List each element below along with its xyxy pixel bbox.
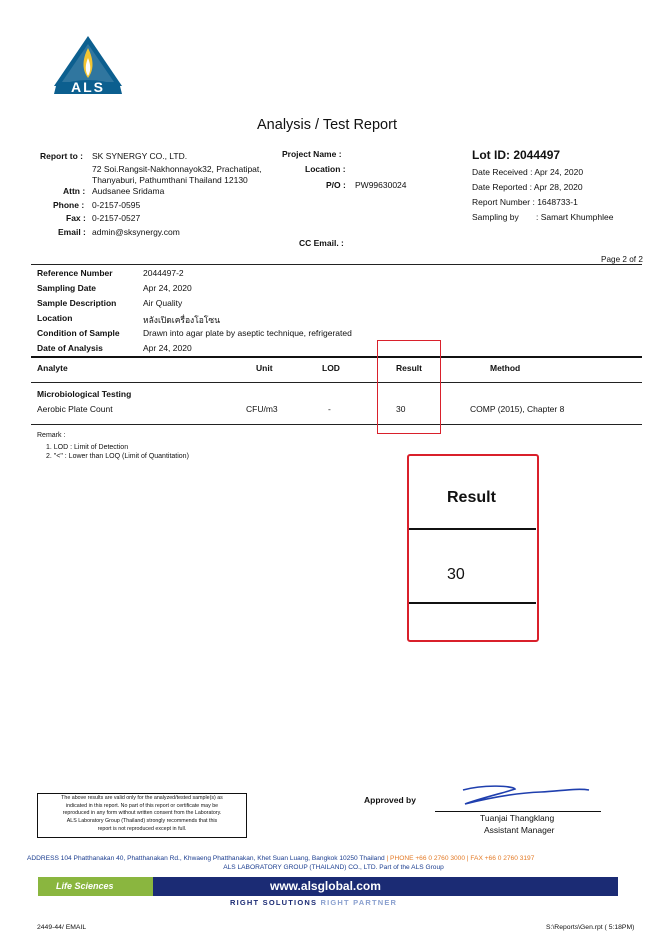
attn-value: Audsanee Sridama [92, 186, 165, 196]
life-sciences-label: Life Sciences [56, 881, 114, 891]
report-to-label: Report to : [40, 151, 83, 161]
approver-title: Assistant Manager [484, 825, 555, 835]
file-path: S:\Reports\Gen.rpt ( 5:18PM) [546, 924, 635, 931]
col-lod: LOD [322, 363, 340, 373]
date-reported: Date Reported : Apr 28, 2020 [472, 182, 583, 192]
fax-label: Fax : [66, 213, 86, 223]
condition-value: Drawn into agar plate by aseptic technique, refrigerated [143, 328, 352, 338]
analysis-date-value: Apr 24, 2020 [143, 343, 192, 353]
report-title: Analysis / Test Report [257, 117, 397, 133]
signature [455, 782, 595, 812]
report-to-line-2: 72 Soi.Rangsit-Nakhonnayok32, Prachatipat, [92, 164, 262, 174]
email-value: admin@sksynergy.com [92, 227, 180, 237]
group-heading: Microbiological Testing [37, 389, 132, 399]
date-received: Date Received : Apr 24, 2020 [472, 167, 584, 177]
disclaimer-line-4: ALS Laboratory Group (Thailand) strongly recommends that this [66, 818, 218, 825]
reference-label: Reference Number [37, 268, 113, 278]
col-unit: Unit [256, 363, 273, 373]
row-analyte: Aerobic Plate Count [37, 404, 113, 414]
analysis-date-label: Date of Analysis [37, 343, 103, 353]
report-to-line-1: SK SYNERGY CO., LTD. [92, 151, 188, 161]
row-lod: - [328, 404, 331, 414]
footer-banner [38, 877, 618, 896]
fax-value: 0-2157-0527 [92, 213, 141, 223]
sample-description-value: Air Quality [143, 298, 183, 308]
divider-table-top [31, 356, 642, 358]
lot-id: Lot ID: 2044497 [472, 148, 561, 162]
report-number: Report Number : 1648733-1 [472, 197, 578, 207]
divider-table-bottom [31, 424, 642, 425]
phone-label: Phone : [53, 200, 85, 210]
po-label: P/O : [326, 180, 346, 190]
email-label: Email : [58, 227, 86, 237]
col-result: Result [396, 363, 422, 373]
attn-label: Attn : [63, 186, 86, 196]
website-band [153, 877, 618, 896]
footer-slogan [230, 898, 397, 907]
row-unit: CFU/m3 [246, 404, 278, 414]
condition-label: Condition of Sample [37, 328, 120, 338]
footer-address-text: ADDRESS 104 Phatthanakan 40, Phatthanakan Rd., Khwaeng Phatthanakan, Khet Suan Luang, Bangkok 10250 Thailand [27, 855, 385, 862]
col-method: Method [490, 363, 521, 373]
doc-code: 2449-44/ EMAIL [37, 924, 87, 931]
slogan-part-1: RIGHT SOLUTIONS [230, 898, 318, 907]
zoom-result-header: Result [447, 489, 496, 506]
result-zoom-callout [407, 454, 539, 642]
zoom-result-value: 30 [447, 566, 465, 583]
report-to-line-3: Thanyaburi, Pathumthani Thailand 12130 [92, 175, 248, 185]
sampling-by-label: Sampling by [472, 212, 519, 222]
row-method: COMP (2015), Chapter 8 [470, 404, 565, 414]
sample-location-value: หลังเปิดเครื่องโอโซน [143, 315, 221, 325]
reference-value: 2044497-2 [143, 268, 184, 278]
remark-line-2: 2. "<" : Lower than LOQ (Limit of Quantitation) [46, 453, 189, 460]
sampling-by-value: : Samart Khumphlee [536, 212, 614, 222]
location-label: Location : [305, 164, 346, 174]
divider-table-header [31, 382, 642, 383]
sample-description-label: Sample Description [37, 298, 117, 308]
project-name-label: Project Name : [282, 149, 342, 159]
cc-email-label: CC Email. : [299, 238, 344, 248]
disclaimer-line-3: reproduced in any form without written consent from the Laboratory. [62, 810, 222, 817]
footer-company: ALS LABORATORY GROUP (THAILAND) CO., LTD. Part of the ALS Group [223, 864, 444, 871]
sample-location-label: Location [37, 313, 73, 323]
zoom-divider-2 [409, 602, 536, 604]
col-analyte: Analyte [37, 363, 68, 373]
zoom-divider-1 [409, 528, 536, 530]
remark-title: Remark : [37, 432, 66, 439]
page-number: Page 2 of 2 [601, 255, 643, 264]
sampling-date-label: Sampling Date [37, 283, 97, 293]
approver-name: Tuanjai Thangklang [480, 813, 555, 823]
divider-top [31, 264, 642, 265]
website-link[interactable]: www.alsglobal.com [270, 879, 381, 893]
po-value: PW99630024 [355, 180, 407, 190]
disclaimer-box [37, 793, 247, 838]
sampling-date-value: Apr 24, 2020 [143, 283, 192, 293]
slogan-part-2: RIGHT PARTNER [320, 898, 398, 907]
footer-phone-fax: | PHONE +66 0 2760 3000 | FAX +66 0 2760 3197 [384, 855, 535, 862]
disclaimer-line-1: The above results are valid only for the analyzed/tested sample(s) as [61, 795, 223, 801]
disclaimer-line-2: indicated in this report. No part of this report or certificate may be [65, 802, 219, 809]
row-result: 30 [396, 404, 406, 414]
approved-by-label: Approved by [364, 795, 416, 805]
result-highlight-box [377, 340, 441, 434]
signature-line [435, 811, 601, 812]
als-logo-text: ALS [71, 79, 105, 95]
remark-line-1: 1. LOD : Limit of Detection [46, 444, 129, 451]
phone-value: 0-2157-0595 [92, 200, 141, 210]
footer-address [27, 855, 534, 862]
disclaimer-line-5: report is not reproduced except in full. [97, 825, 187, 832]
als-logo [52, 34, 124, 100]
